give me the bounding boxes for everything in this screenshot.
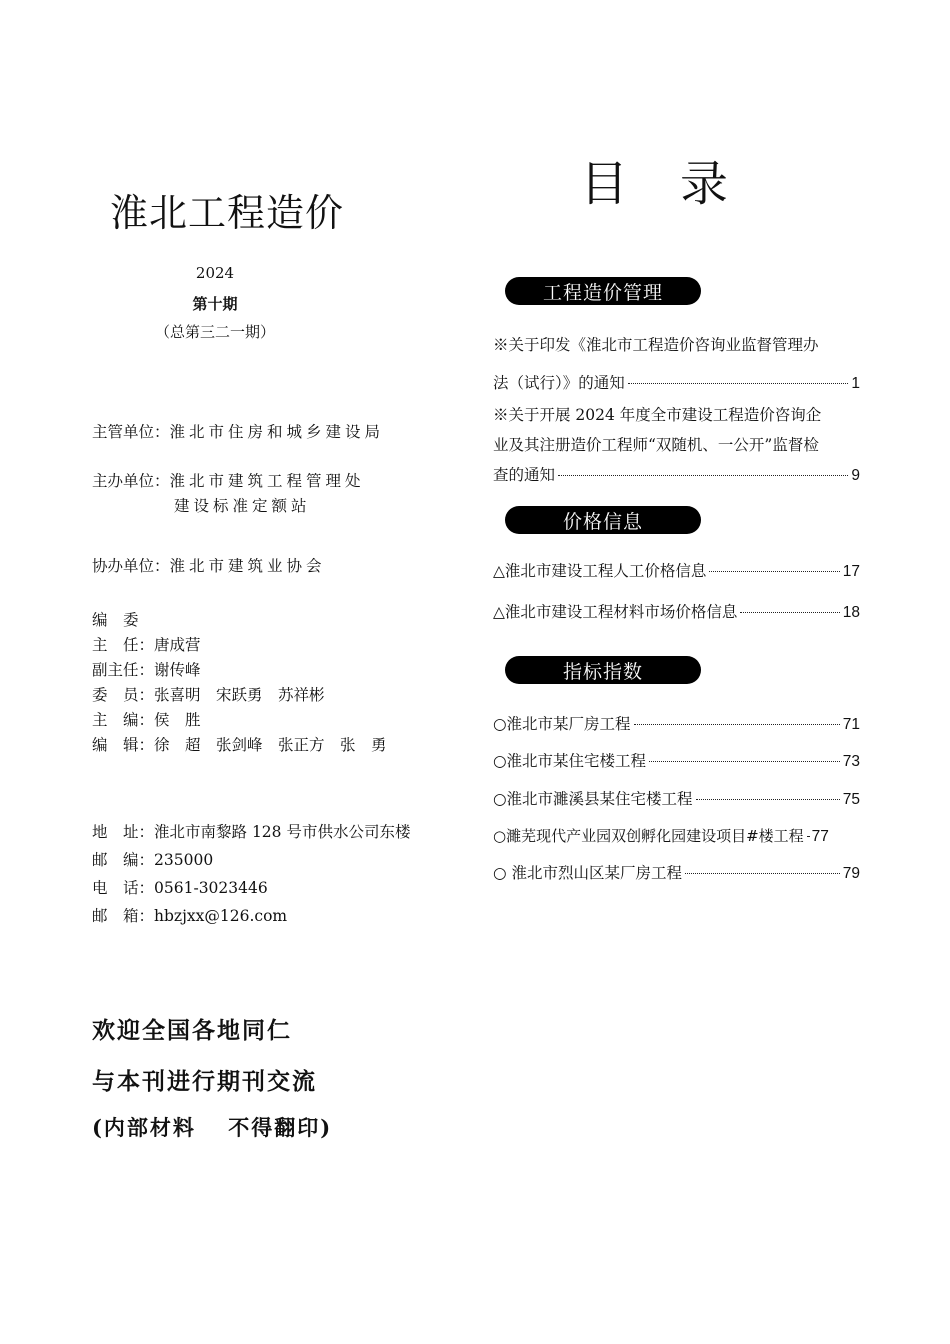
dot-leader [634, 724, 840, 725]
welcome-line-2: 与本刊进行期刊交流 [92, 1068, 317, 1095]
toc-entry-title: ○濉芜现代产业园双创孵化园建设项目#楼工程 [493, 827, 804, 845]
total-issue: （总第三二一期） [154, 323, 275, 341]
organizer-value-line2: 建设标准定额站 [174, 497, 311, 515]
organizer-value: 淮北市建筑工程管理处 [169, 472, 365, 490]
toc-page-number: 18 [842, 604, 860, 621]
editors-row [92, 733, 387, 758]
director-value: 唐成营 [154, 636, 201, 654]
deputy-label: 副主任： [92, 661, 155, 679]
toc-heading: 目录 [580, 156, 781, 212]
toc-page-number: 77 [811, 828, 829, 845]
phone-row [92, 876, 268, 901]
toc-entry[interactable] [493, 330, 860, 399]
editorial-committee: 编 委 [92, 611, 139, 629]
address-row [92, 820, 410, 845]
toc-entry[interactable] [493, 709, 860, 740]
dot-leader [628, 383, 849, 384]
supervisor-value: 淮北市住房和城乡建设局 [169, 423, 385, 441]
phone-value: 0561-3023446 [154, 879, 268, 897]
toc-entry[interactable] [493, 400, 860, 491]
chief-editor-value: 侯 胜 [154, 711, 201, 729]
toc-entry-title: ○ 淮北市烈山区某厂房工程 [493, 864, 682, 882]
toc-page-number: 9 [851, 467, 860, 484]
toc-entry-title: △淮北市建设工程人工价格信息 [493, 562, 707, 580]
address-value: 淮北市南黎路 128 号市供水公司东楼 [154, 823, 411, 841]
internal-notice: (内部材料 不得翻印) [92, 1115, 333, 1140]
dot-leader [740, 612, 839, 613]
postcode-value: 235000 [154, 851, 214, 869]
toc-entry[interactable] [493, 821, 860, 852]
toc-entry-line: 查的通知 [493, 466, 556, 484]
welcome-line-1: 欢迎全国各地同仁 [92, 1017, 292, 1044]
supervisor-label: 主管单位： [92, 423, 170, 441]
supervisor-row [92, 420, 384, 445]
issue-year: 2024 [195, 264, 235, 282]
deputy-value: 谢传峰 [154, 661, 201, 679]
toc-entry-title: △淮北市建设工程材料市场价格信息 [493, 603, 738, 621]
organizer-row [92, 469, 365, 494]
phone-label: 电 话： [92, 879, 155, 897]
issue-number: 第十期 [192, 295, 238, 313]
toc-entry-title: ○淮北市濉溪县某住宅楼工程 [493, 790, 693, 808]
toc-entry-line: 法（试行）》的通知 [493, 374, 625, 392]
co-organizer-label: 协办单位： [92, 557, 170, 575]
toc-entry-line: ※关于印发《淮北市工程造价咨询业监督管理办 [493, 336, 819, 354]
director-label: 主 任： [92, 636, 155, 654]
toc-page-number: 71 [842, 716, 860, 733]
toc-entry-title: ○淮北市某住宅楼工程 [493, 752, 647, 770]
section-price-info: 价格信息 [505, 506, 701, 534]
toc-entry[interactable] [493, 784, 860, 815]
members-label: 委 员： [92, 686, 155, 704]
email-label: 邮 箱： [92, 907, 155, 925]
postcode-row [92, 848, 213, 873]
toc-entry[interactable] [493, 556, 860, 587]
email-row [92, 904, 287, 929]
toc-page-number: 17 [842, 563, 860, 580]
editors-value: 徐 超 张剑峰 张正方 张 勇 [154, 736, 387, 754]
section-index: 指标指数 [505, 656, 701, 684]
organizer-label: 主办单位： [92, 472, 170, 490]
dot-leader [696, 799, 840, 800]
postcode-label: 邮 编： [92, 851, 155, 869]
toc-entry-line: 业及其注册造价工程师“双随机、一公开”监督检 [493, 436, 819, 454]
dot-leader [807, 836, 809, 837]
editors-label: 编 辑： [92, 736, 155, 754]
dot-leader [709, 571, 839, 572]
dot-leader [558, 475, 848, 476]
deputy-row [92, 658, 201, 683]
co-organizer-row [92, 554, 326, 579]
toc-entry[interactable] [493, 746, 860, 777]
toc-page-number: 79 [842, 865, 860, 882]
chief-editor-row [92, 708, 201, 733]
email-value: hbzjxx@126.com [154, 907, 288, 925]
dot-leader [685, 873, 840, 874]
co-organizer-value: 淮北市建筑业协会 [169, 557, 326, 575]
toc-entry-line: ※关于开展 2024 年度全市建设工程造价咨询企 [493, 406, 822, 424]
toc-page-number: 1 [851, 375, 860, 392]
chief-editor-label: 主 编： [92, 711, 155, 729]
toc-page-number: 73 [842, 753, 860, 770]
dot-leader [649, 761, 840, 762]
toc-entry-title: ○淮北市某厂房工程 [493, 715, 631, 733]
toc-page-number: 75 [842, 791, 860, 808]
journal-title: 淮北工程造价 [110, 191, 345, 235]
toc-entry[interactable] [493, 597, 860, 628]
toc-entry[interactable] [493, 858, 860, 889]
section-cost-management: 工程造价管理 [505, 277, 701, 305]
director-row [92, 633, 201, 658]
address-label: 地 址： [92, 823, 155, 841]
members-row [92, 683, 325, 708]
members-value: 张喜明 宋跃勇 苏祥彬 [154, 686, 325, 704]
